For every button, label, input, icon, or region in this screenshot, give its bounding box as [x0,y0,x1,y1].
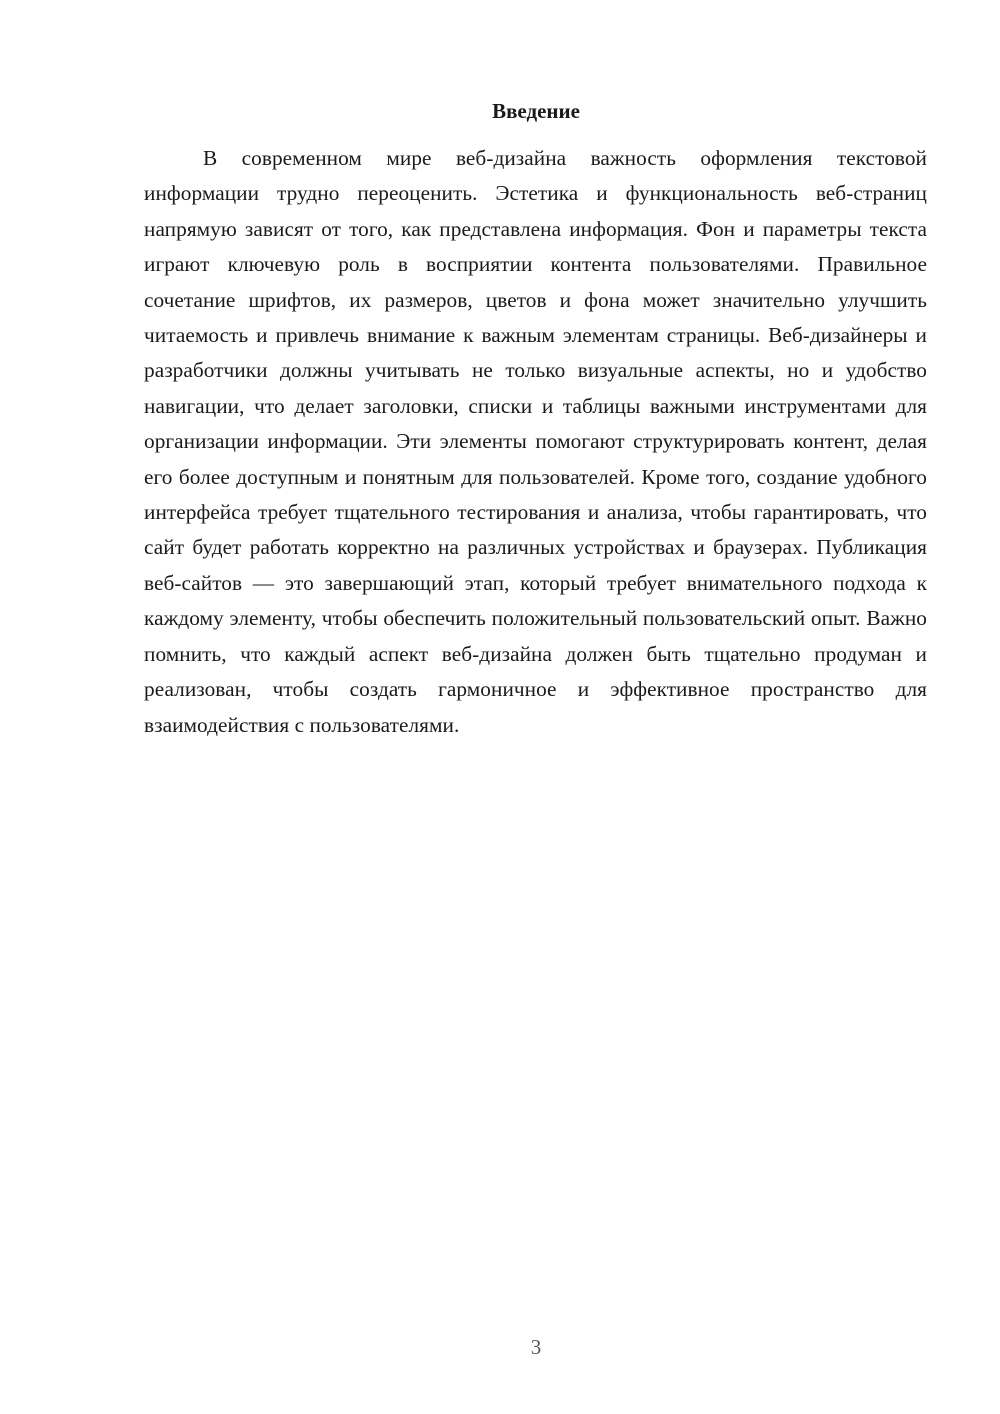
body-paragraph: В современном мире веб-дизайна важность оформления текстовой информации трудно переоценить. Эстетика и функциональность веб-страниц напрямую зависят от того, как представлена информация. Фон и параметры текста играют ключевую роль в восприятии контента пользователями. Правильное сочетание шрифтов, их размеров, цветов и фона может значительно улучшить читаемость и привлечь внимание к важным элементам страницы. Веб-дизайнеры и разработчики должны учитывать не только визуальные аспекты, но и удобство навигации, что делает заголовки, списки и таблицы важными инструментами для организации информации. Эти элементы помогают структурировать контент, делая его более доступным и понятным для пользователей. Кроме того, создание удобного интерфейса требует тщательного тестирования и анализа, чтобы гарантировать, что сайт будет работать корректно на различных устройствах и браузерах. Публикация веб-сайтов — это завершающий этап, который требует внимательного подхода к каждому элементу, чтобы обеспечить положительный пользовательский опыт. Важно помнить, что каждый аспект веб-дизайна должен быть тщательно продуман и реализован, чтобы создать гармоничное и эффективное пространство для взаимодействия с пользователями. [144,146,927,737]
page-number: 3 [530,1335,542,1359]
section-heading: Введение [492,99,580,123]
